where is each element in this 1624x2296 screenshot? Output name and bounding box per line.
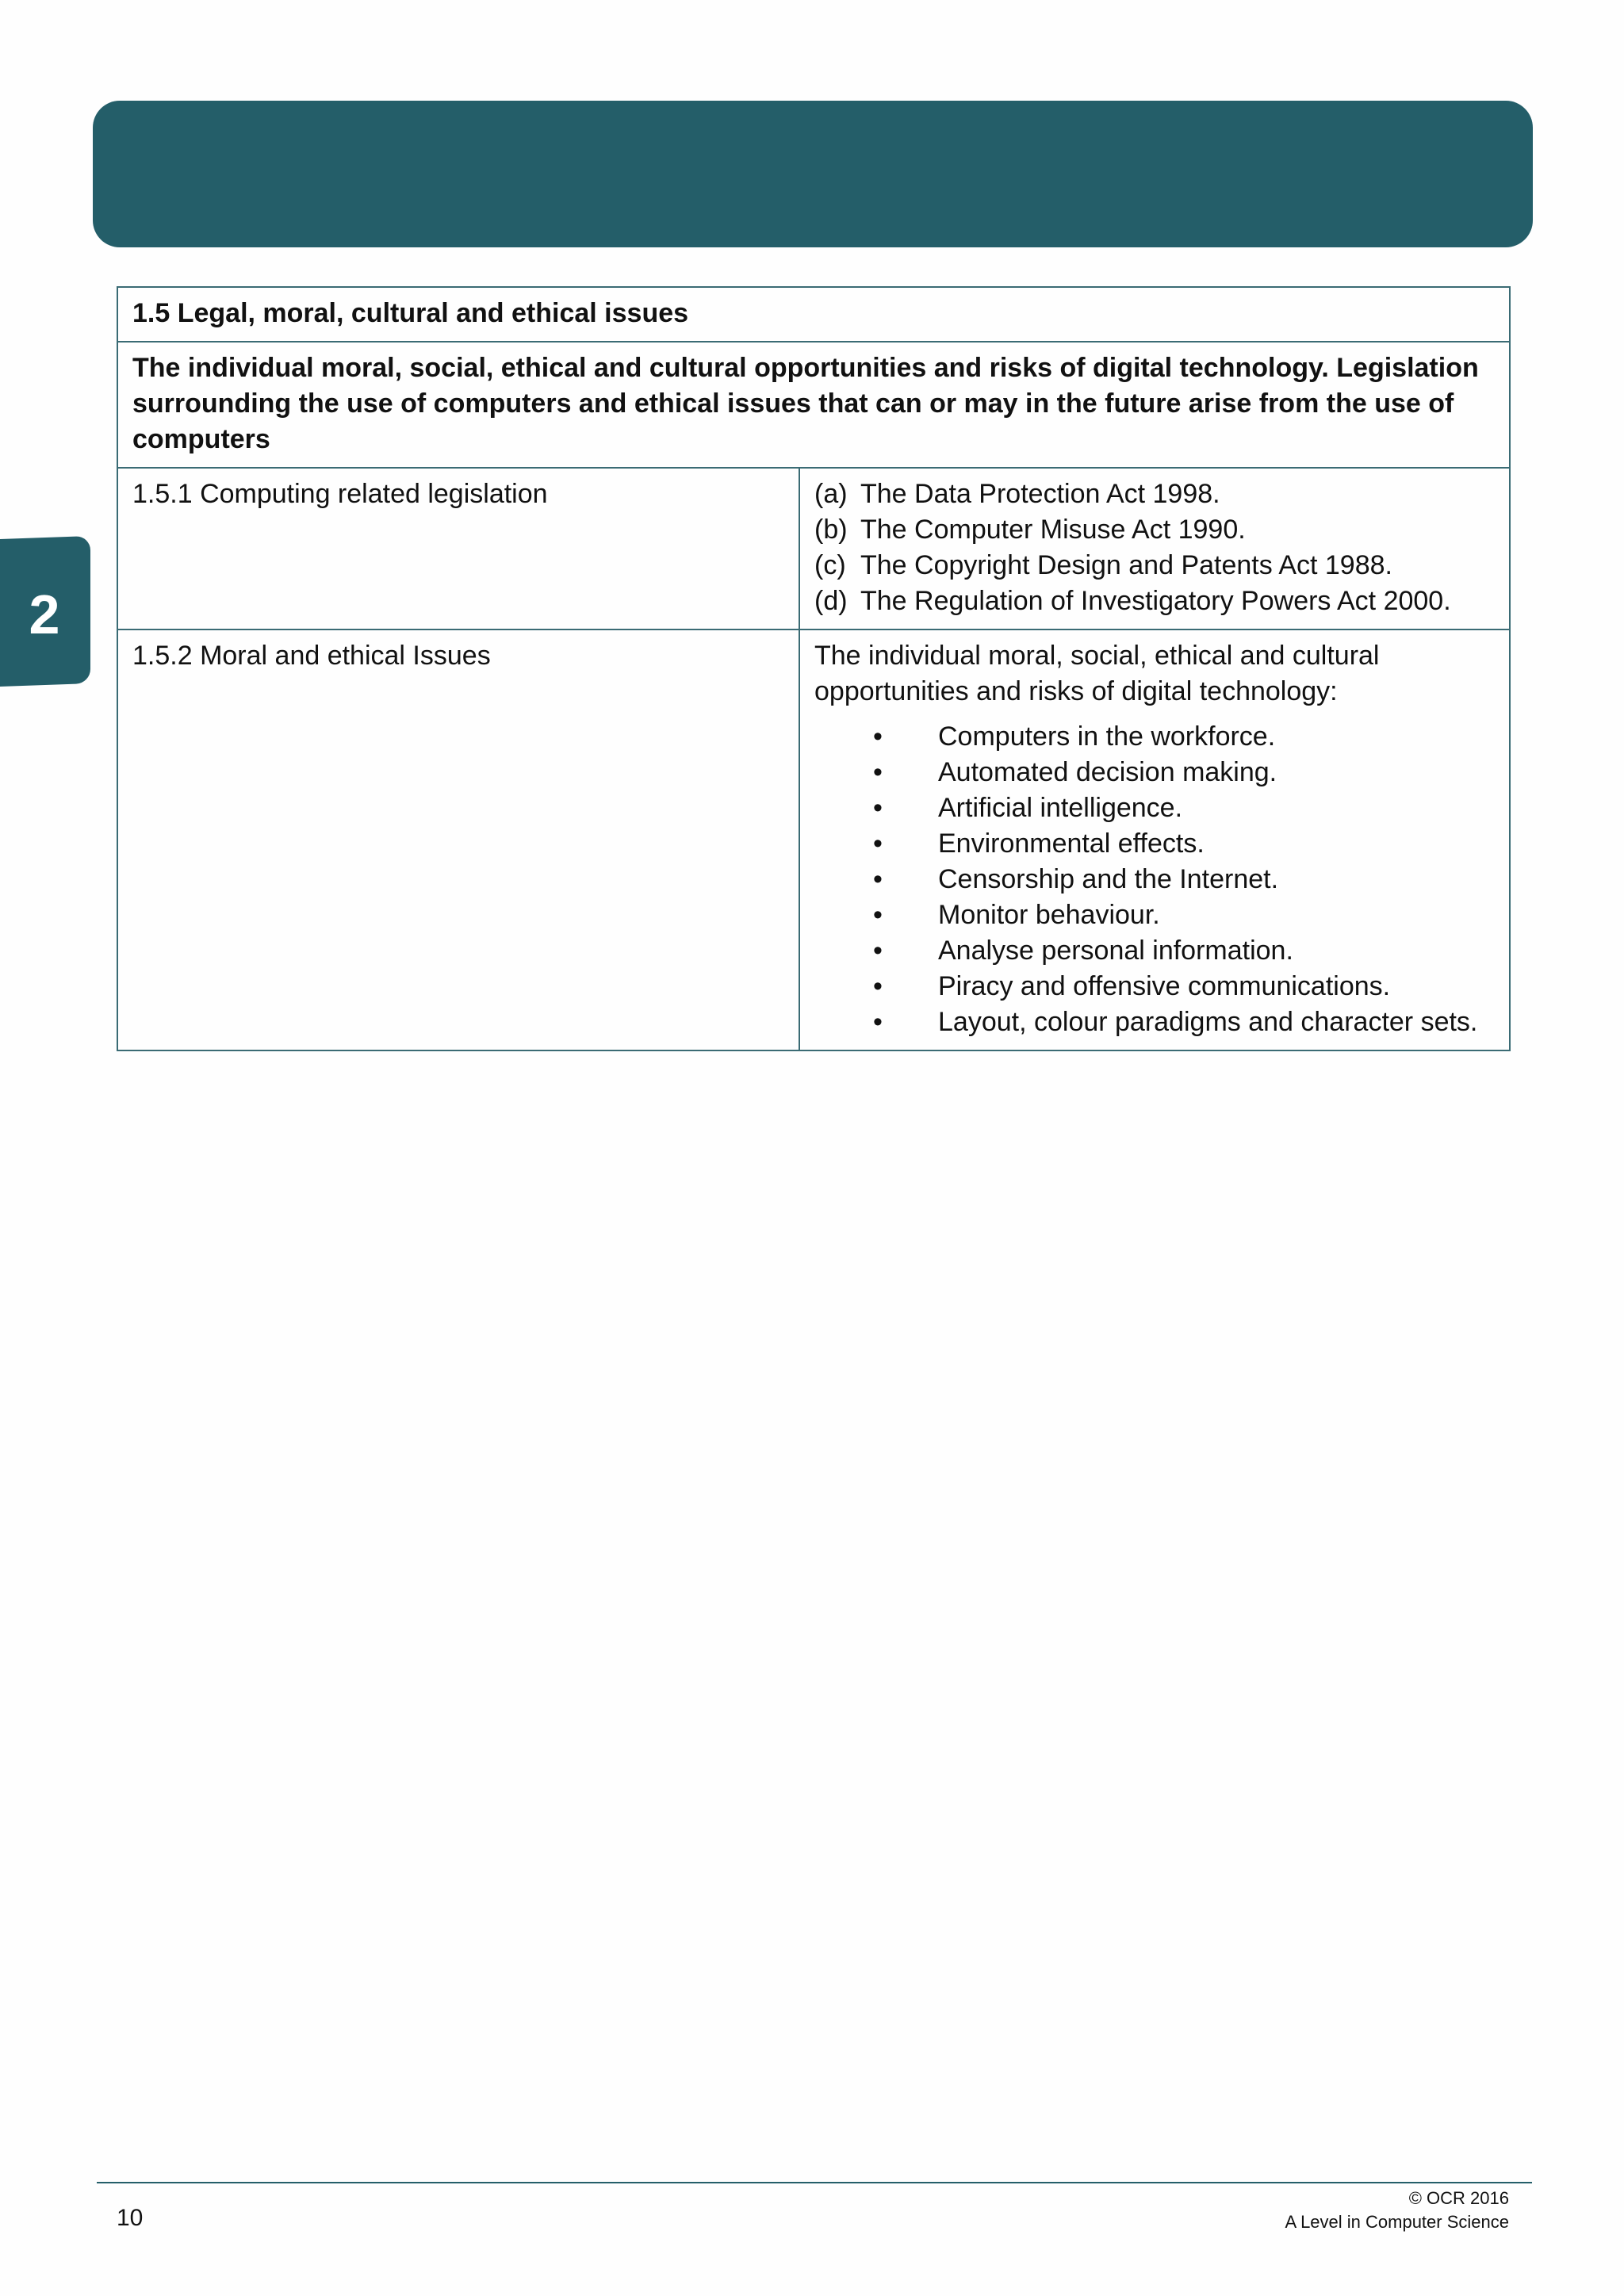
list-item [814, 512, 1495, 548]
bullet-text: Monitor behaviour. [938, 900, 1160, 930]
bullet-icon: • [873, 757, 883, 787]
copyright-text: © OCR 2016 [1408, 2188, 1509, 2208]
bullet-icon: • [873, 828, 883, 859]
issues-cell [799, 629, 1510, 1050]
footer-credits [1285, 2187, 1510, 2234]
list-item [814, 969, 1495, 1004]
bullet-icon: • [873, 721, 883, 752]
list-item [814, 584, 1495, 619]
bullet-text: Automated decision making. [938, 757, 1277, 787]
topic-cell: 1.5.1 Computing related legislation [117, 468, 799, 629]
bullet-text: Analyse personal information. [938, 936, 1293, 966]
bullet-icon: • [873, 936, 883, 966]
specification-table [117, 286, 1511, 1051]
list-item [814, 933, 1495, 969]
table-description-row [117, 342, 1510, 468]
topic-cell: 1.5.2 Moral and ethical Issues [117, 629, 799, 1050]
legislation-cell [799, 468, 1510, 629]
header-banner [93, 101, 1533, 247]
item-letter: (b) [814, 515, 848, 545]
item-text: The Regulation of Investigatory Powers Act 2000. [860, 586, 1451, 616]
item-letter: (a) [814, 479, 848, 509]
item-text: The Copyright Design and Patents Act 1988. [860, 550, 1392, 580]
item-text: The Computer Misuse Act 1990. [860, 515, 1246, 545]
list-item [814, 790, 1495, 826]
table-heading: 1.5 Legal, moral, cultural and ethical issues [117, 287, 1510, 342]
bullet-text: Artificial intelligence. [938, 793, 1183, 823]
item-letter: (d) [814, 586, 848, 616]
list-item [814, 862, 1495, 897]
bullet-text: Layout, colour paradigms and character sets. [938, 1007, 1478, 1037]
bullet-icon: • [873, 1007, 883, 1037]
list-item [814, 897, 1495, 933]
bullet-icon: • [873, 971, 883, 1001]
item-letter: (c) [814, 550, 846, 580]
table-row [117, 629, 1510, 1050]
bullet-icon: • [873, 793, 883, 823]
list-item [814, 826, 1495, 862]
table-description: The individual moral, social, ethical and cultural opportunities and risks of digital technology. Legislation surrounding the use of computers and ethical issues that can or may in the future arise from the use of computers [117, 342, 1510, 468]
bullet-text: Piracy and offensive communications. [938, 971, 1391, 1001]
item-text: The Data Protection Act 1998. [860, 479, 1220, 509]
bullet-text: Computers in the workforce. [938, 721, 1276, 752]
bullet-text: Environmental effects. [938, 828, 1205, 859]
page-number: 10 [117, 2205, 144, 2231]
issues-intro: The individual moral, social, ethical and cultural opportunities and risks of digital technology: [814, 641, 1380, 706]
table-heading-row [117, 287, 1510, 342]
section-tab-number: 2 [29, 584, 60, 645]
issues-bullet-list [814, 719, 1495, 1040]
bullet-text: Censorship and the Internet. [938, 864, 1279, 894]
list-item [814, 755, 1495, 790]
list-item [814, 719, 1495, 755]
footer-divider [97, 2182, 1532, 2183]
list-item [814, 1004, 1495, 1040]
qualification-title: A Level in Computer Science [1285, 2212, 1509, 2232]
table-row [117, 468, 1510, 629]
list-item [814, 476, 1495, 512]
bullet-icon: • [873, 864, 883, 894]
list-item [814, 548, 1495, 584]
bullet-icon: • [873, 900, 883, 930]
